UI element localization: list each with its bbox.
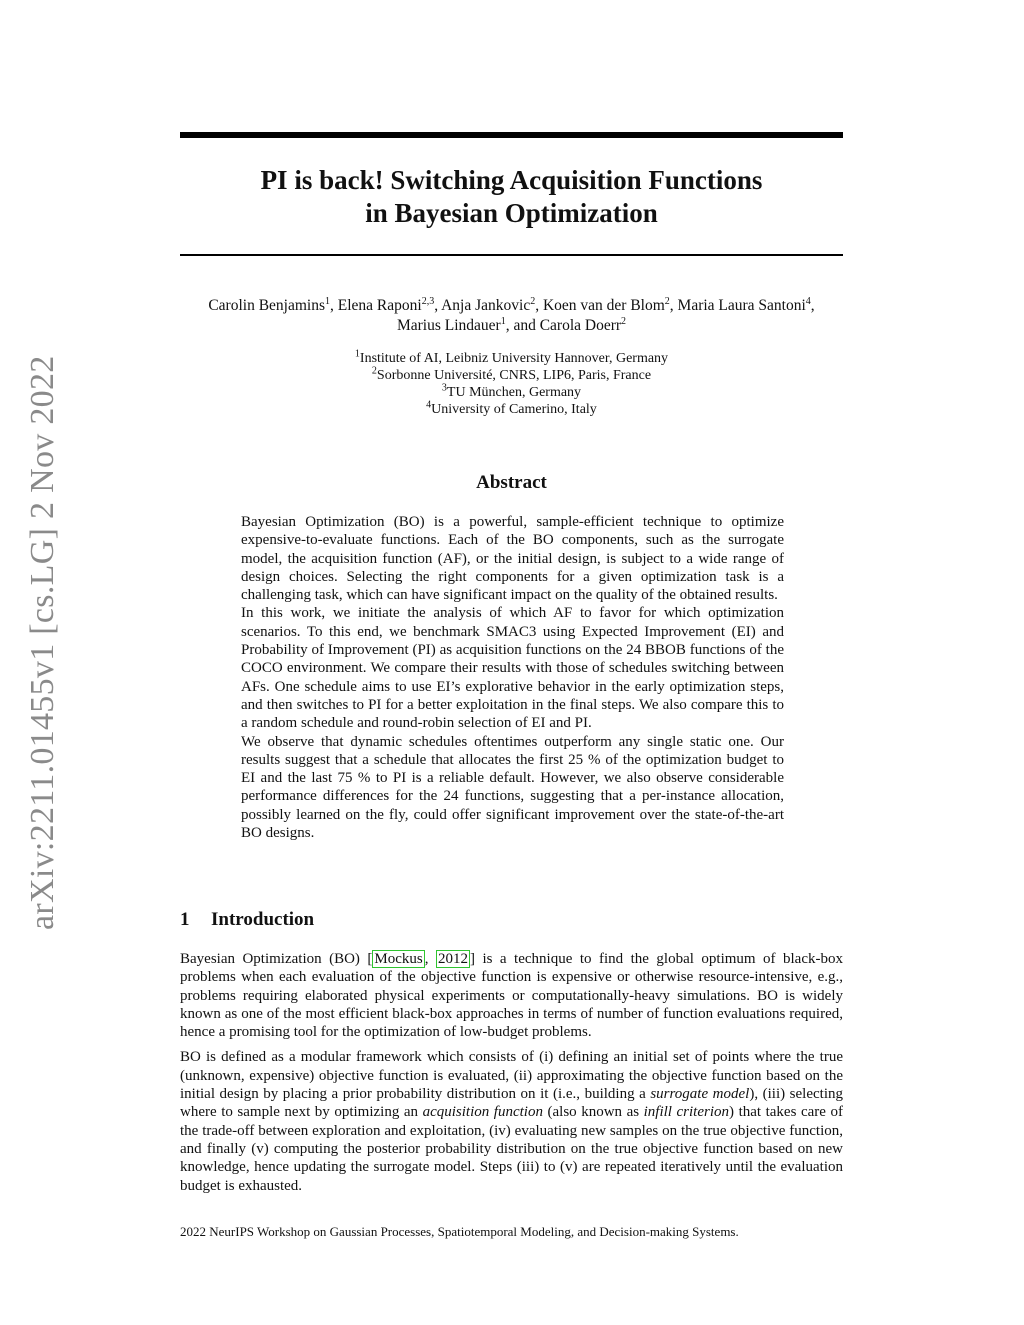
body-text: ] is a technique to find the global optimum of black-box problems when each evaluation of the objective function is expensive or otherwise resource-intensive, e.g., problems requiring elaborated physical experiments or computationally-heavy simulations. BO is widely known as one of the most efficient black-box approaches in terms of number of function evaluations required, hence a promising tool for the optimization of low-budget problems. xyxy=(180,951,843,1041)
author-name: Marius Lindauer xyxy=(396,317,501,334)
affiliation-list xyxy=(180,350,843,418)
affiliation-marker: 3 xyxy=(441,382,447,394)
title-rule-bottom xyxy=(180,254,843,256)
body-text: BO is defined as a modular framework which consists of (i) defining an initial set of points where the true (unknown, expensive) objective function is evaluated, (ii) approximating the objective function based on the initial design by placing a prior probability distribution on it (i.e., building a xyxy=(180,1049,843,1103)
title-rule-top xyxy=(180,132,843,138)
abstract-heading: Abstract xyxy=(476,472,547,493)
author-affiliation-marker: 2 xyxy=(621,315,627,327)
author-affiliation-marker: 2 xyxy=(664,295,670,307)
author-name: Koen van der Blom xyxy=(542,297,665,314)
author-affiliation-marker: 1 xyxy=(325,295,330,307)
section-number: 1 xyxy=(180,909,190,930)
author-separator: , xyxy=(535,297,543,314)
section-title: Introduction xyxy=(211,909,315,930)
arxiv-identifier: arXiv:2211.01455v1 [cs.LG] 2 Nov 2022 xyxy=(24,355,61,931)
affiliation-text: Sorbonne Université, CNRS, LIP6, Paris, France xyxy=(376,368,652,383)
paper-title xyxy=(180,164,843,230)
venue-footnote: 2022 NeurIPS Workshop on Gaussian Processes, Spatiotemporal Modeling, and Decision-making Systems. xyxy=(180,1224,739,1239)
affiliation-text: TU München, Germany xyxy=(446,385,582,400)
citation-link[interactable] xyxy=(372,950,424,968)
paper-title-line-1: PI is back! Switching Acquisition Functions xyxy=(260,165,763,195)
abstract-paragraph: In this work, we initiate the analysis of which AF to favor for which optimization scenarios. To this end, we benchmark SMAC3 using Expected Improvement (EI) and Probability of Improvement (PI) as acquisition functions on the 24 BBOB functions of the COCO environment. We compare their results with those of schedules switching between AFs. One schedule aims to use EI’s explorative behavior in the early optimization steps, and then switches to PI for a better exploitation in the final steps. We also compare this to a random schedule and round-robin selection of EI and PI. xyxy=(241,605,784,732)
citation-year: 2012 xyxy=(437,951,468,967)
author-affiliation-marker: 4 xyxy=(805,295,811,307)
emphasis-term: surrogate model xyxy=(650,1086,750,1103)
citation-separator: , xyxy=(424,951,436,967)
abstract-paragraph: We observe that dynamic schedules oftentimes outperform any single static one. Our results suggest that a schedule that allocates the first 25 % of the optimization budget to EI and the last 75 % to PI is a reliable default. However, we also observe considerable performance differences for the 24 functions, suggesting that a per-instance allocation, possibly learned on the fly, could offer significant improvement over the state-of-the-art BO designs. xyxy=(241,733,784,842)
body-text: (also known as xyxy=(542,1104,644,1121)
author-separator: , xyxy=(434,297,442,314)
body-text: ), (iii) selecting where to sample next by optimizing an xyxy=(180,1086,843,1121)
citation-author: Mockus xyxy=(374,951,423,967)
author-affiliation-marker: 2,3 xyxy=(421,295,435,307)
author-separator: , xyxy=(810,297,815,314)
abstract-body xyxy=(241,513,784,842)
emphasis-term: acquisition function xyxy=(422,1104,543,1121)
affiliation-marker: 2 xyxy=(371,365,377,377)
author-name: Carola Doerr xyxy=(539,317,622,334)
body-paragraph xyxy=(180,1048,843,1194)
author-affiliation-marker: 2 xyxy=(530,295,536,307)
paper-title-line-2: in Bayesian Optimization xyxy=(365,198,658,228)
author-name: Anja Jankovic xyxy=(441,297,531,314)
body-text: ) that takes care of the trade-off between exploration and exploitation, (iv) evaluating new samples on the true objective function, and finally (v) computing the posterior probability distribution on the true objective function based on new knowledge, hence updating the surrogate model. Steps (iii) to (v) are repeated iteratively until the evaluation budget is exhausted. xyxy=(180,1104,843,1194)
affiliation-marker: 1 xyxy=(354,348,360,360)
author-name: Carolin Benjamins xyxy=(208,297,325,314)
author-separator: , xyxy=(669,297,678,314)
affiliation-text: Institute of AI, Leibniz University Hannover, Germany xyxy=(359,351,669,366)
author-separator: , xyxy=(330,297,338,314)
affiliation-item xyxy=(180,401,843,418)
citation-link[interactable] xyxy=(436,950,470,968)
emphasis-term: infill criterion xyxy=(643,1104,730,1121)
abstract-paragraph: Bayesian Optimization (BO) is a powerful, sample-efficient technique to optimize expensive-to-evaluate functions. Each of the BO components, such as the surrogate model, the acquisition function (AF), or the initial design, is subject to a wide range of design choices. Selecting the right components for a given optimization task is a challenging task, which can have significant impact on the quality of the obtained results. xyxy=(241,514,784,604)
affiliation-item xyxy=(180,350,843,367)
body-text: Bayesian Optimization (BO) [ xyxy=(180,951,373,967)
affiliation-item xyxy=(180,384,843,401)
author-list xyxy=(160,296,863,336)
body-paragraph xyxy=(180,950,843,1041)
affiliation-text: University of Camerino, Italy xyxy=(431,402,597,417)
author-name: Maria Laura Santoni xyxy=(677,297,806,314)
section-heading-introduction xyxy=(180,909,314,931)
affiliation-item xyxy=(180,367,843,384)
affiliation-marker: 4 xyxy=(426,399,432,411)
author-affiliation-marker: 1 xyxy=(500,315,506,327)
author-separator: , and xyxy=(505,317,540,334)
introduction-body xyxy=(180,950,843,1202)
author-name: Elena Raponi xyxy=(337,297,422,314)
